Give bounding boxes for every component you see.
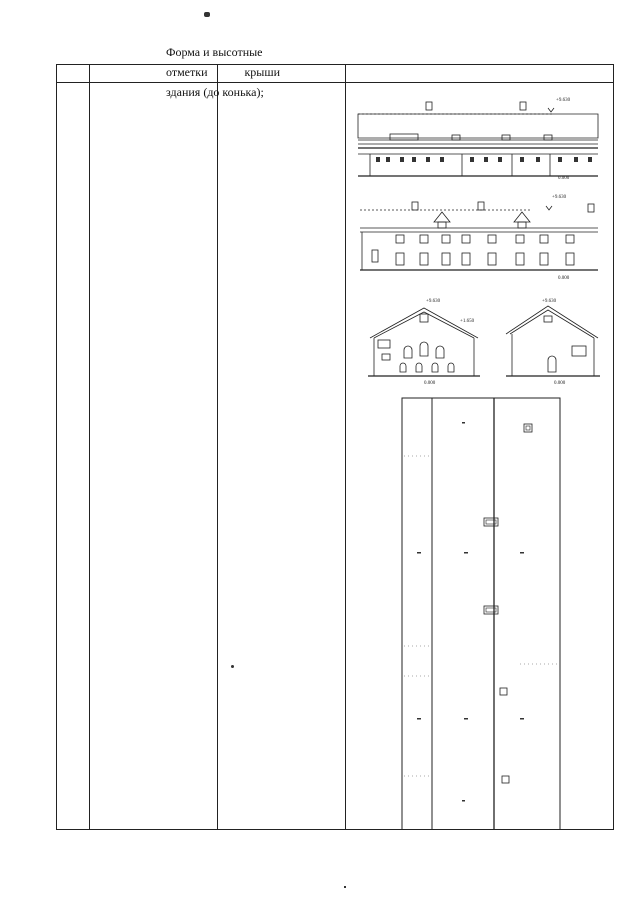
table-column-divider: [345, 65, 346, 829]
elevation-mark-top: +9.630: [556, 98, 571, 103]
roof-plan-drawing: [400, 396, 564, 830]
scan-speck: [204, 12, 210, 17]
description-line: отметки крыши: [166, 65, 280, 79]
side-facade-left-drawing: [362, 294, 492, 388]
elevation-mark-ground: 0.000: [558, 276, 570, 281]
roof-description-cell: [166, 42, 280, 102]
elevation-mark-top: +9.630: [542, 299, 557, 304]
scan-speck: [344, 886, 346, 888]
elevation-mark-top: +9.630: [426, 299, 441, 304]
elevation-mark-ground: 0.000: [558, 176, 570, 180]
rear-facade-elevation-drawing: [352, 190, 608, 282]
elevation-mark-top: +9.630: [552, 195, 567, 200]
main-facade-elevation-drawing: [352, 92, 608, 180]
elevation-mark-ground: 0.000: [554, 381, 566, 386]
description-line: Форма и высотные: [166, 45, 263, 59]
elevation-mark-mid: +1.650: [460, 319, 475, 324]
table-column-divider: [89, 65, 90, 829]
elevation-mark-ground: 0.000: [424, 381, 436, 386]
side-facade-right-drawing: [502, 294, 606, 388]
description-line: здания (до конька);: [166, 85, 264, 99]
table-column-divider: [217, 65, 218, 829]
table-header-row-divider: [57, 82, 613, 83]
